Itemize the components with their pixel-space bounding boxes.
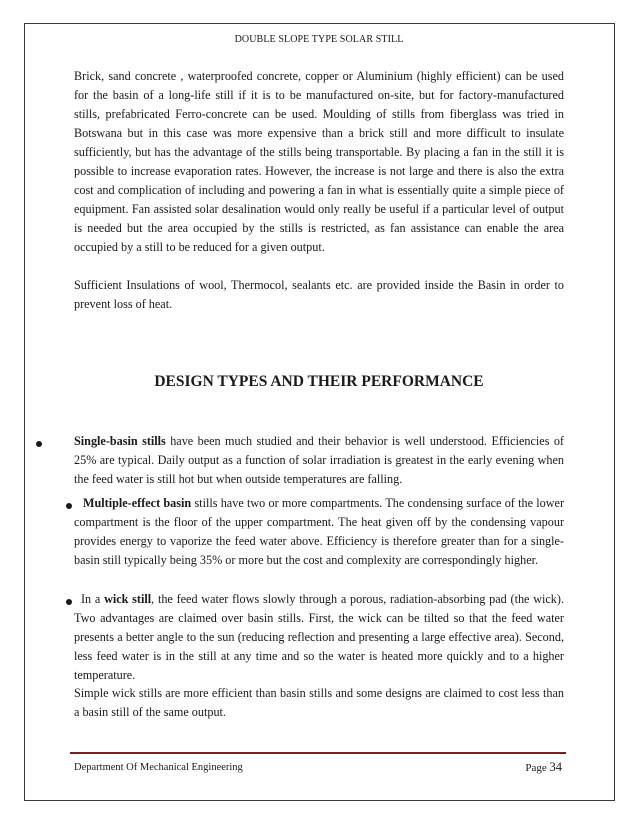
footer-divider — [70, 752, 566, 754]
bullet-icon — [66, 599, 72, 605]
paragraph-wick-efficiency: Simple wick stills are more efficient than basin stills and some designs are claimed to cost less than a basin still of the same output. — [74, 686, 564, 719]
bullet-icon — [36, 441, 42, 447]
page-label: Page — [525, 762, 547, 774]
bullet-lead: In a — [81, 592, 105, 606]
bullet-term: Multiple-effect basin — [83, 496, 192, 510]
bullet-term: Single-basin stills — [74, 434, 166, 448]
bullet-text: stills have two or more compartments. The condensing surface of the lower compartment is the floor of the upper compartment. The heat given off by the condensing vapour provides energy to vaporize the feed water above. Efficiency is therefore greater than for a single-basin still typically being 35% or more but the cost and complexity are correspondingly higher. — [74, 496, 564, 567]
bullet-text: , the feed water flows slowly through a porous, radiation-absorbing pad (the wick). Two advantages are claimed over basin stills. First, the wick can be tilted so that the feed water presents a better angle to the sun (reducing reflection and presenting a large effective area). Second, less feed water is in the still at any time and so the water is heated more quickly and to a higher temperature. — [74, 592, 565, 682]
footer-page-number — [525, 760, 562, 775]
footer-department: Department Of Mechanical Engineering — [74, 762, 243, 773]
bullet-text: have been much studied and their behavior is well understood. Efficiencies of 25% are typical. Daily output as a function of solar irradiation is greatest in the early evening when the feed water is still hot but when outside temperatures are falling. — [74, 434, 564, 486]
bullet-term: wick still — [104, 592, 152, 606]
paragraph-insulation: Sufficient Insulations of wool, Thermocol, sealants etc. are provided inside the Basin in order to prevent loss of heat. — [74, 278, 564, 311]
page-header: DOUBLE SLOPE TYPE SOLAR STILL — [234, 34, 404, 45]
section-heading: DESIGN TYPES AND THEIR PERFORMANCE — [154, 373, 484, 390]
bullet-wick-still — [74, 590, 564, 685]
bullet-icon — [66, 503, 72, 509]
paragraph-materials: Brick, sand concrete , waterproofed concrete, copper or Aluminium (highly efficient) can be used for the basin of a long-life still if it is to be manufactured on-site, but for factory-manufactured stills, prefabricated Ferro-concrete can be used. Moulding of stills from fiberglass was tried in Botswana but in this case was more expensive than a brick still and more difficult to insulate sufficiently, but has the advantage of the stills being transportable. By placing a fan in the still it is possible to increase evaporation rates. However, the increase is not large and there is also the extra cost and complication of including and powering a fan in what is essentially quite a simple piece of equipment. Fan assisted solar desalination would only really be useful if a particular level of output is needed but the area occupied by the stills is restricted, as fan assistance can enable the area occupied by a still to be reduced for a given output. — [74, 69, 564, 254]
page-number: 34 — [549, 760, 562, 774]
bullet-multiple-effect — [74, 494, 564, 570]
bullet-single-basin — [74, 432, 564, 489]
